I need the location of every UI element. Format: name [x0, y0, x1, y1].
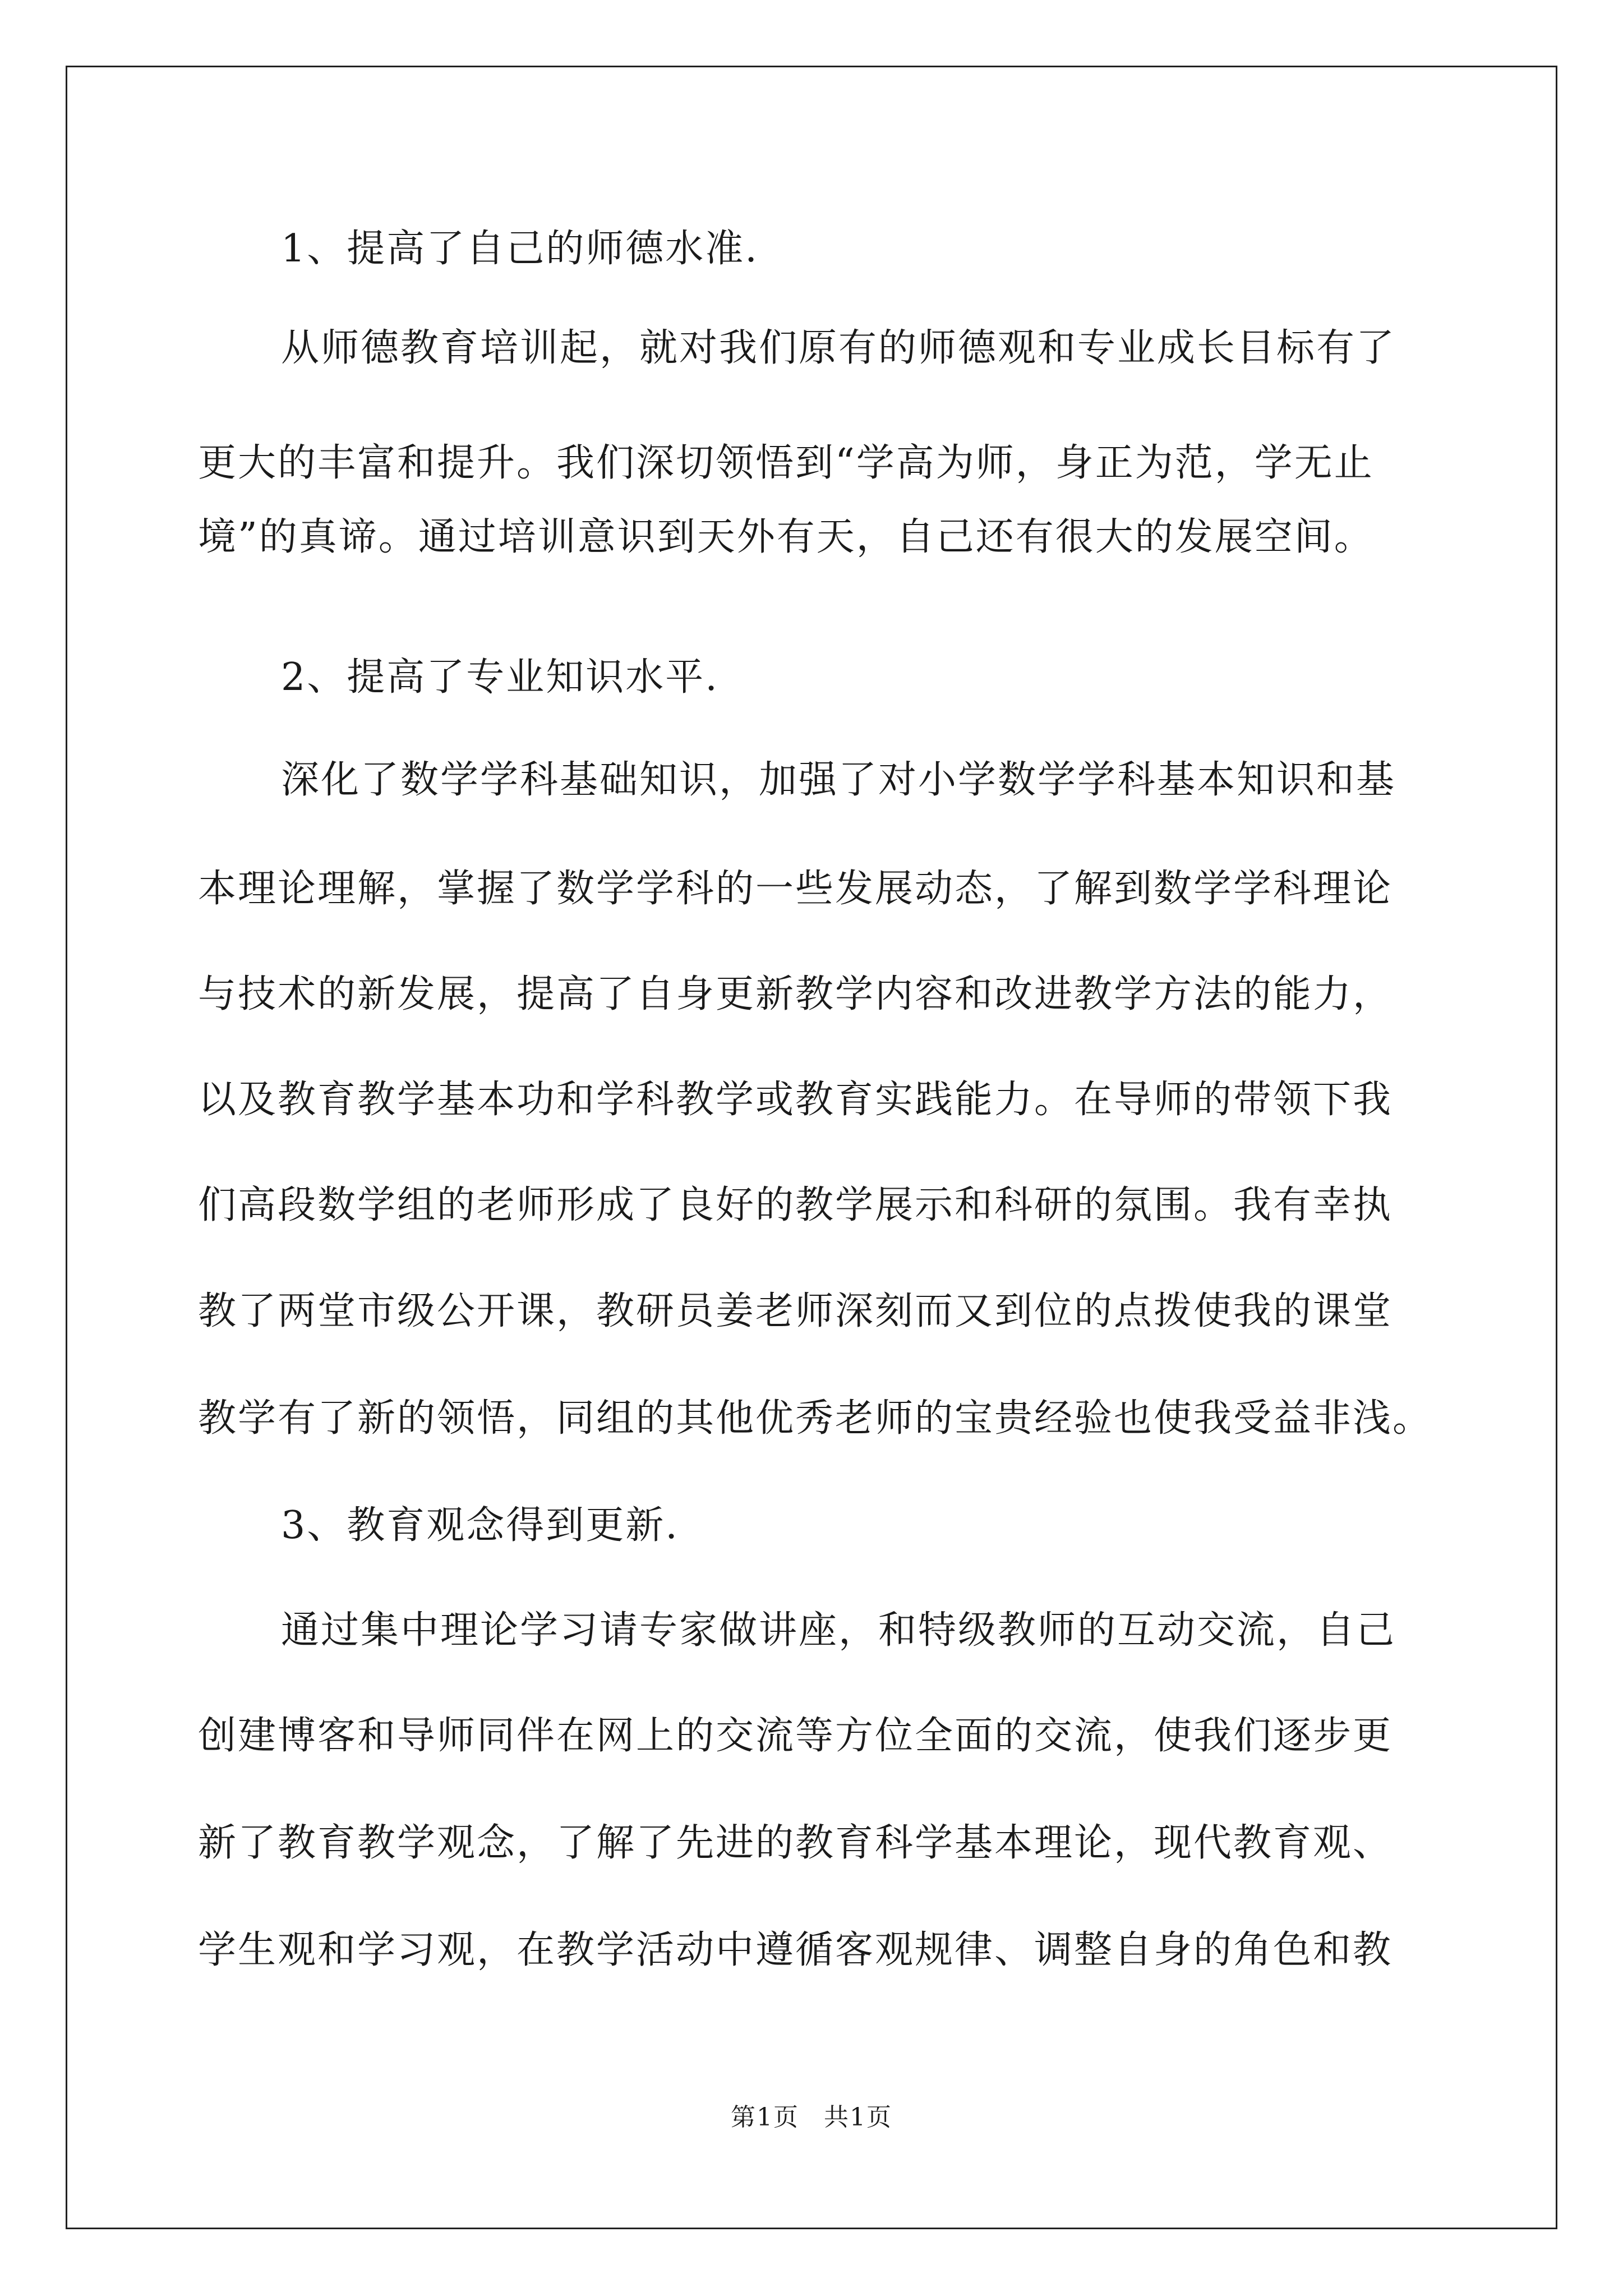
paragraph-line: 教学有了新的领悟，同组的其他优秀老师的宝贵经验也使我受益非浅。 [198, 1396, 1433, 1441]
heading-1: 1、提高了自己的师德水准. [281, 227, 759, 271]
page-footer [0, 2101, 1623, 2134]
paragraph-line: 创建博客和导师同伴在网上的交流等方位全面的交流，使我们逐步更 [198, 1714, 1393, 1758]
paragraph-line: 学生观和学习观，在教学活动中遵循客观规律、调整自身的角色和教 [198, 1928, 1393, 1972]
page-total: 共1页 [824, 2103, 892, 2132]
paragraph-line: 通过集中理论学习请专家做讲座，和特级教师的互动交流，自己 [281, 1608, 1396, 1653]
paragraph-line: 境”的真谛。通过培训意识到天外有天，自己还有很大的发展空间。 [198, 515, 1374, 559]
paragraph-line: 教了两堂市级公开课，教研员姜老师深刻而又到位的点拨使我的课堂 [198, 1289, 1393, 1333]
paragraph-line: 与技术的新发展，提高了自身更新教学内容和改进教学方法的能力， [198, 972, 1393, 1016]
paragraph-line: 从师德教育培训起，就对我们原有的师德观和专业成长目标有了 [281, 326, 1396, 370]
paragraph-line: 本理论理解，掌握了数学学科的一些发展动态，了解到数学学科理论 [198, 867, 1393, 911]
paragraph-line: 更大的丰富和提升。我们深切领悟到“学高为师，身正为范，学无止 [198, 441, 1374, 485]
page-border [66, 66, 1557, 2229]
paragraph-line: 深化了数学学科基础知识，加强了对小学数学学科基本知识和基 [281, 758, 1396, 802]
heading-2: 2、提高了专业知识水平. [281, 655, 719, 700]
heading-3: 3、教育观念得到更新. [281, 1503, 679, 1548]
paragraph-line: 新了教育教学观念，了解了先进的教育科学基本理论，现代教育观、 [198, 1821, 1393, 1865]
paragraph-line: 们高段数学组的老师形成了良好的教学展示和科研的氛围。我有幸执 [198, 1183, 1393, 1227]
page-number: 第1页 [731, 2103, 799, 2132]
paragraph-line: 以及教育教学基本功和学科教学或教育实践能力。在导师的带领下我 [198, 1078, 1393, 1122]
